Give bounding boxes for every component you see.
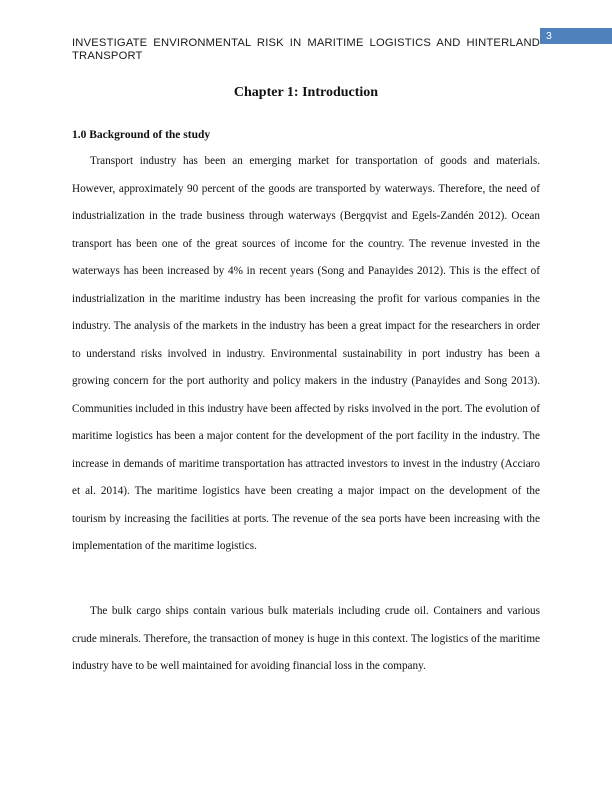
running-head: INVESTIGATE ENVIRONMENTAL RISK IN MARITIME LOGISTICS AND HINTERLAND TRANSPORT — [72, 37, 540, 62]
page-number-badge: 3 — [540, 28, 612, 44]
body-paragraph-1: Transport industry has been an emerging market for transportation of goods and materials. However, approximately 90 percent of the goods are transported by waterways. Therefore, the need of industrialization in the trade business through waterways (Bergqvist and Egels-Zandén 2012). Ocean transport has been one of the great sources of income for the country. The revenue invested in the waterways has been increased by 4% in recent years (Song and Panayides 2012). This is the effect of industrialization in the maritime industry has been increasing the profit for various companies in the industry. The analysis of the markets in the industry has been a great impact for the researchers in order to understand risks involved in industry. Environmental sustainability in port industry has been a growing concern for the port authority and policy makers in the industry (Panayides and Song 2013). Communities included in this industry have been affected by risks involved in the port. The evolution of maritime logistics has been a major content for the development of the port facility in the industry. The increase in demands of maritime transportation has attracted investors to invest in the industry (Acciaro et al. 2014). The maritime logistics have been creating a major impact on the development of the tourism by increasing the facilities at ports. The revenue of the sea ports have been increasing with the implementation of the maritime logistics. — [72, 155, 540, 552]
section-heading: 1.0 Background of the study — [72, 129, 211, 141]
body-paragraph-2: The bulk cargo ships contain various bulk materials including crude oil. Containers and various crude minerals. Therefore, the transaction of money is huge in this context. The logistics of the maritime industry have to be well maintained for avoiding financial loss in the company. — [72, 605, 540, 672]
chapter-title: Chapter 1: Introduction — [233, 85, 379, 100]
